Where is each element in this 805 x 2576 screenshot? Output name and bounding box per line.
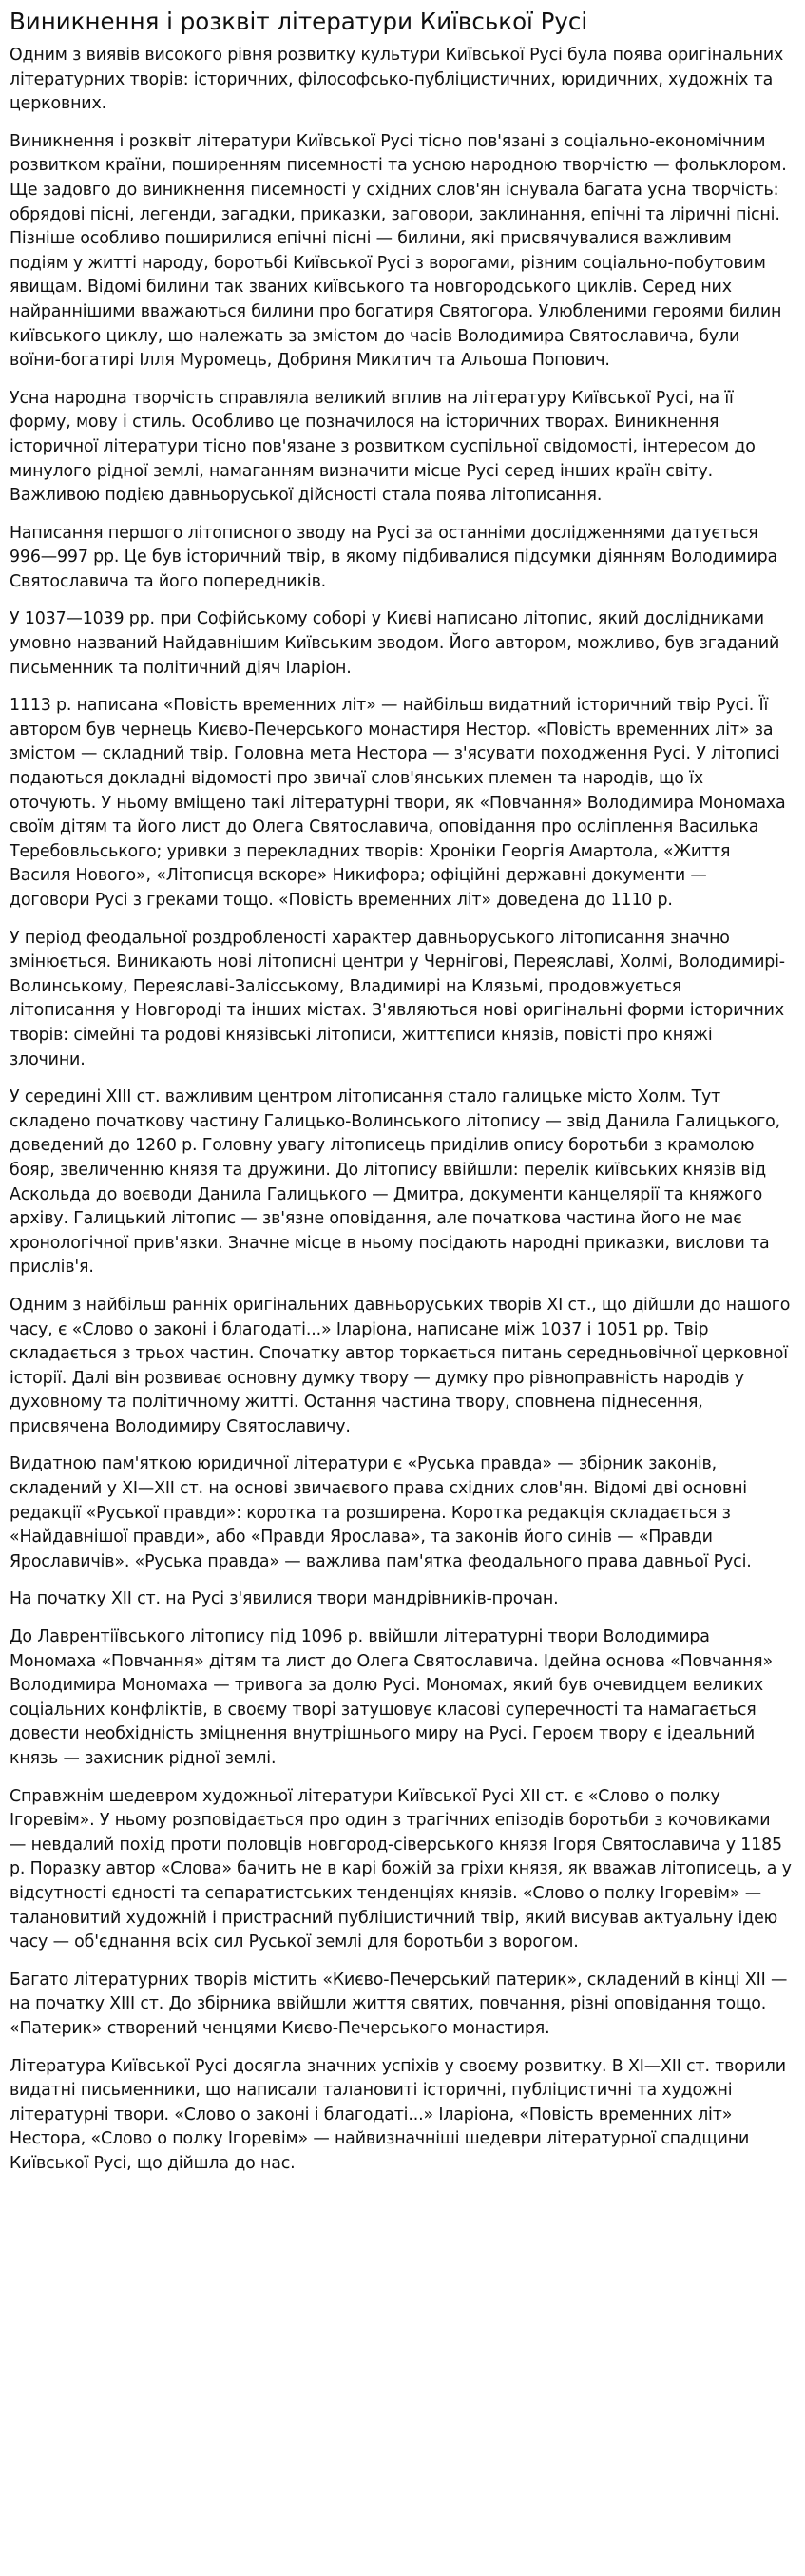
article-title: Виникнення і розквіт літератури Київської Русі <box>10 8 588 35</box>
article-paragraph-15: Література Київської Русі досягла значних успіхів у своєму розвитку. В XI—XII ст. творили видатні письменники, що написали талановиті історичні, публіцистичні та художні літературні твори. «Слово о законі і благодаті...» Іларіона, «Повість временних літ» Нестора, «Слово о полку Ігоревім» — найвизначніші шедеври літературної спадщини Київської Русі, що дійшла до нас. <box>10 2056 786 2173</box>
article-paragraph-13: Справжнім шедевром художньої літератури Київської Русі XII ст. є «Слово о полку Ігоревім». У ньому розповідається про один з трагічних епізодів боротьби з кочовиками — невдалий похід проти половців новгород-сіверського князя Ігоря Святославича у 1185 р. Поразку автор «Слова» бачить не в карі божій за гріхи князя, як вважав літописець, а у відсутності єдності та сепаратистських тенденціях князів. «Слово о полку Ігоревім» — талановитий художній і пристрасний публіцистичний твір, який висував актуальну ідею часу — об'єднання всіх сил Руської землі для боротьби з ворогом. <box>10 1786 792 1952</box>
article-paragraph-12: До Лаврентіївського літопису під 1096 р. ввійшли літературні твори Володимира Мономаха «Повчання» дітям та лист до Олега Святославича. Ідейна основа «Повчання» Володимира Мономаха — тривога за долю Русі. Мономах, який був очевидцем великих соціальних конфліктів, в своєму творі затушовує класові суперечності та намагається довести необхідність зміцнення внутрішнього миру на Русі. Героєм твору є ідеальний князь — захисник рідної землі. <box>10 1627 773 1768</box>
article-paragraph-9: Одним з найбільш ранніх оригінальних давньоруських творів XI ст., що дійшли до нашого часу, є «Слово о законі і благодаті...» Іларіона, написане між 1037 і 1051 рр. Твір складається з трьох частин. Спочатку автор торкається питань середньовічної церковної історії. Далі він розвиває основну думку твору — думку про рівноправність народів у духовному та політичному житті. Остання частина твору, сповнена піднесення, присвячена Володимиру Святославичу. <box>10 1295 791 1436</box>
article-paragraph-3: Усна народна творчість справляла великий вплив на літературу Київської Русі, на її форму, мову і стиль. Особливо це позначилося на історичних творах. Виникнення історичної літератури тісно пов'язане з розвитком суспільної свідомості, інтересом до минулого рідної землі, намаганням визначити місце Русі серед інших країн світу. Важливою подією давньоруської дійсності стала поява літописання. <box>10 388 756 506</box>
article-paragraph-14: Багато літературних творів містить «Києво-Печерський патерик», складений в кінці XII — на початку XIII ст. До збірника ввійшли життя святих, повчання, різні оповідання тощо. «Патерик» створений ченцями Києво-Печерського монастиря. <box>10 1970 788 2038</box>
article-paragraph-5: У 1037—1039 рр. при Софійському соборі у Києві написано літопис, який дослідниками умовно названий Найдавнішим Київським зводом. Його автором, можливо, був згаданий письменник та політичний діяч Іларіон. <box>10 609 780 678</box>
article-paragraph-1: Одним з виявів високого рівня розвитку культури Київської Русі була поява оригінальних літературних творів: історичних, філософсько-публіцистичних, юридичних, художніх та церковних. <box>10 46 784 114</box>
article-paragraph-10: Видатною пам'яткою юридичної літератури є «Руська правда» — збірник законів, складений у XI—XII ст. на основі звичаєвого права східних слов'ян. Відомі дві основні редакції «Руської правди»: коротка та розширена. Коротка редакція складається з «Найдавнішої правди», або «Правди Ярослава», та законів його синів — «Правди Ярославичів». «Руська правда» — важлива пам'ятка феодального права давньої Русі. <box>10 1454 752 1571</box>
article-paragraph-7: У період феодальної роздробленості характер давньоруського літописання значно змінюється. Виникають нові літописні центри у Чернігові, Переяславі, Холмі, Володимирі-Волинському, Переяславі-Залісському, Владимирі на Клязьмі, продовжується літописання у Новгороді та інших містах. З'являються нові оригінальні форми історичних творів: сімейні та родові князівські літописи, життєписи князів, повісті про княжі злочини. <box>10 928 785 1069</box>
article-paragraph-6: 1113 р. написана «Повість временних літ» — найбільш видатний історичний твір Русі. Її автором був чернець Києво-Печерського монастиря Нестор. «Повість временних літ» за змістом — складний твір. Головна мета Нестора — з'ясувати походження Русі. У літописі подаються докладні відомості про звичаї слов'янських племен та народів, що їх оточують. У ньому вміщено такі літературні твори, як «Повчання» Володимира Мономаха своїм дітям та його лист до Олега Святославича, оповідання про осліплення Василька Теребовльського; уривки з перекладних творів: Хроніки Георгія Амартола, «Життя Василя Нового», «Літописця вскоре» Никифора; офіційні державні документи — договори Русі з греками тощо. «Повість временних літ» доведена до 1110 р. <box>10 696 786 910</box>
article-paragraph-11: На початку XII ст. на Русі з'явилися твори мандрівників-прочан. <box>10 1589 559 1609</box>
article-paragraph-2: Виникнення і розквіт літератури Київської Русі тісно пов'язані з соціально-економічним розвитком країни, поширенням писемності та усною народною творчістю — фольклором. Ще задовго до виникнення писемності у східних слов'ян існувала багата усна творчість: обрядові пісні, легенди, загадки, приказки, заговори, заклинання, епічні та ліричні пісні. Пізніше особливо поширилися епічні пісні — билини, які присвячувалися важливим подіям у житті народу, боротьбі Київської Русі з ворогами, різним соціально-побутовим явищам. Відомі билини так званих київського та новгородського циклів. Серед них найраннішими вважаються билини про богатиря Святогора. Улюбленими героями билин київського циклу, що належать за змістом до часів Володимира Святославича, були воїни-богатирі Ілля Муромець, Добриня Микитич та Альоша Попович. <box>10 131 787 371</box>
article-paragraph-8: У середині XIII ст. важливим центром літописання стало галицьке місто Холм. Тут складено початкову частину Галицько-Волинського літопису — звід Данила Галицького, доведений до 1260 р. Головну увагу літописець приділив опису боротьби з крамолою бояр, звеличенню князя та дружини. До літопису ввійшли: перелік київських князів від Аскольда до воєводи Данила Галицького — Дмитра, документи канцелярії та княжого архіву. Галицький літопис — зв'язне оповідання, але початкова частина його не має хронологічної прив'язки. Значне місце в ньому посідають народні приказки, вислови та прислів'я. <box>10 1087 781 1278</box>
article-paragraph-4: Написання першого літописного зводу на Русі за останніми дослідженнями датується 996—997 рр. Це був історичний твір, в якому підбивалися підсумки діянням Володимира Святославича та його попередників. <box>10 523 778 591</box>
